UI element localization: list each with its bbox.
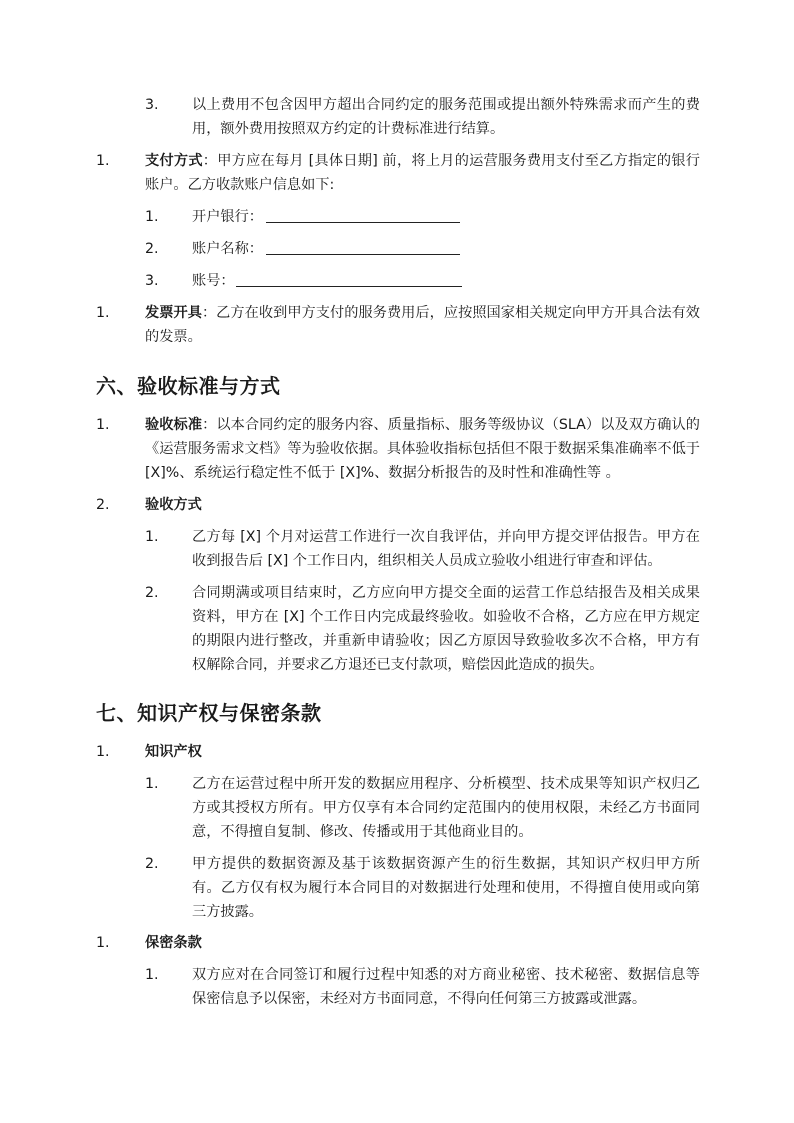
- section-heading-acceptance: 六、验收标准与方式: [96, 374, 281, 398]
- payment-clause: [145, 149, 700, 197]
- account-name-blank: [266, 254, 460, 255]
- acceptance-standard-text: ：以本合同约定的服务内容、质量指标、服务等级协议（SLA）以及双方确认的《运营服务需求文档》等为验收依据。具体验收指标包括但不限于数据采集准确率不低于 [X]%、系统运行稳定性不低于 [X]%、数据分析报告的及时性和准确性等 。: [145, 417, 700, 481]
- list-number: 2.: [145, 585, 159, 601]
- list-number: 1.: [96, 744, 110, 760]
- list-number: 1.: [145, 529, 159, 545]
- payment-text: ：甲方应在每月 [具体日期] 前，将上月的运营服务费用支付至乙方指定的银行账户。乙方收款账户信息如下:: [145, 153, 700, 193]
- acceptance-standard-label: 验收标准: [145, 417, 203, 433]
- bank-name-blank: [266, 222, 460, 223]
- fee-clause-text: 以上费用不包含因甲方超出合同约定的服务范围或提出额外特殊需求而产生的费用，额外费用按照双方约定的计费标准进行结算。: [192, 97, 700, 137]
- account-number-label: 账号：: [192, 273, 235, 289]
- acceptance-method-label: 验收方式: [145, 497, 202, 513]
- account-number-blank: [236, 286, 462, 287]
- list-number: 3.: [145, 273, 159, 289]
- confidentiality-label: 保密条款: [145, 935, 202, 951]
- acceptance-method-item: 合同期满或项目结束时，乙方应向甲方提交全面的运营工作总结报告及相关成果资料，甲方在 [X] 个工作日内完成最终验收。如验收不合格，乙方应在甲方规定的期限内进行整改，并重新申请验收；因乙方原因导致验收多次不合格，甲方有权解除合同，并要求乙方退还已支付款项，赔偿因此造成的损失。: [192, 585, 700, 673]
- acceptance-method-item: 乙方每 [X] 个月对运营工作进行一次自我评估，并向甲方提交评估报告。甲方在收到报告后 [X] 个工作日内，组织相关人员成立验收小组进行审查和评估。: [192, 529, 700, 569]
- list-number: 1.: [145, 209, 159, 225]
- confidentiality-item: 双方应对在合同签订和履行过程中知悉的对方商业秘密、技术秘密、数据信息等保密信息予以保密，未经对方书面同意，不得向任何第三方披露或泄露。: [192, 967, 700, 1007]
- ip-label: 知识产权: [145, 744, 202, 760]
- ip-item: 乙方在运营过程中所开发的数据应用程序、分析模型、技术成果等知识产权归乙方或其授权方所有。甲方仅享有本合同约定范围内的使用权限，未经乙方书面同意，不得擅自复制、修改、传播或用于其他商业目的。: [192, 776, 700, 840]
- bank-name-label: 开户银行：: [192, 209, 263, 225]
- ip-item: 甲方提供的数据资源及基于该数据资源产生的衍生数据，其知识产权归甲方所有。乙方仅有权为履行本合同目的对数据进行处理和使用，不得擅自使用或向第三方披露。: [192, 856, 700, 920]
- payment-label: 支付方式: [145, 153, 203, 169]
- list-number: 2.: [96, 497, 110, 513]
- list-number: 1.: [145, 967, 159, 983]
- list-number: 1.: [96, 305, 110, 321]
- invoice-clause: [145, 301, 700, 349]
- account-name-label: 账户名称：: [192, 241, 263, 257]
- acceptance-standard-clause: [145, 413, 700, 485]
- list-number: 3.: [145, 97, 159, 113]
- section-heading-ip-confidentiality: 七、知识产权与保密条款: [96, 701, 322, 725]
- invoice-label: 发票开具: [145, 305, 202, 321]
- invoice-text: ：乙方在收到甲方支付的服务费用后，应按照国家相关规定向甲方开具合法有效的发票。: [145, 305, 700, 345]
- list-number: 2.: [145, 241, 159, 257]
- list-number: 1.: [96, 417, 110, 433]
- list-number: 1.: [96, 153, 110, 169]
- list-number: 1.: [96, 935, 110, 951]
- list-number: 1.: [145, 776, 159, 792]
- list-number: 2.: [145, 856, 159, 872]
